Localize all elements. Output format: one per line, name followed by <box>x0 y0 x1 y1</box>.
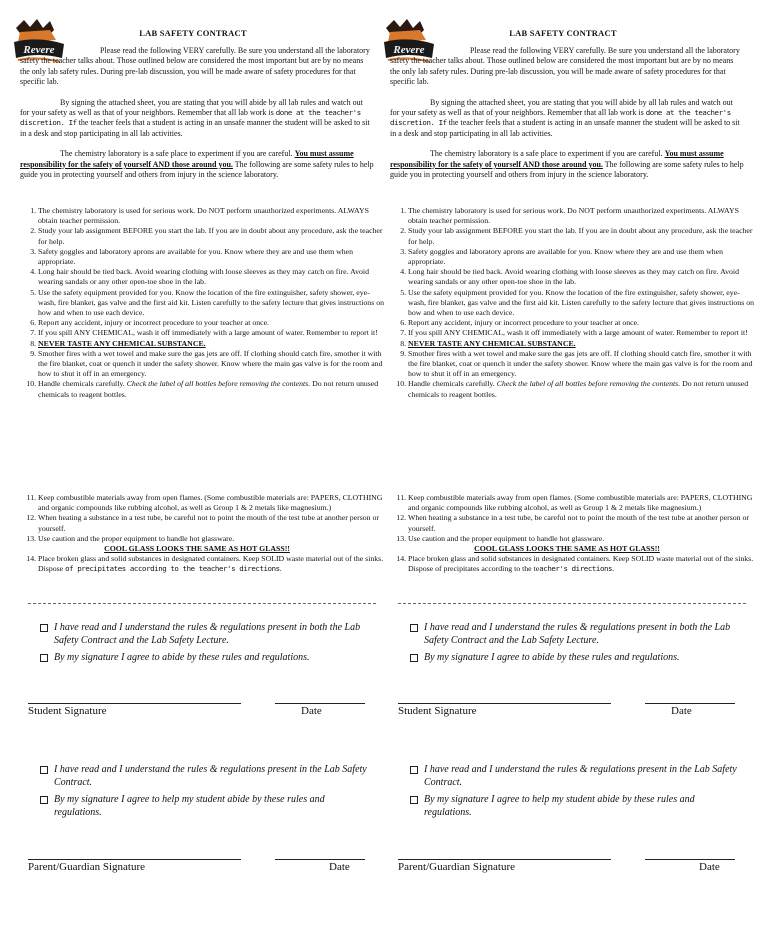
student-acknowledgement <box>410 621 744 667</box>
checkbox-label: I have read and I understand the rules & regulations present in both the Lab Safety Contract and the Lab Safety Lecture. <box>54 622 361 647</box>
intro-paragraph-3: The chemistry laboratory is a safe place to experiment if you are careful. You must assume responsibility for the safety of yourself AND those around you. The following are some safety rules to help guide you in protecting yourself and others from injury in the science laboratory. <box>390 149 744 180</box>
student-signature-line[interactable] <box>398 703 611 704</box>
checkbox-label: By my signature I agree to help my student abide by these rules and regulations. <box>424 793 695 819</box>
checkbox-label: By my signature I agree to abide by these rules and regulations. <box>424 651 680 663</box>
parent-date-label: Date <box>699 861 720 873</box>
student-acknowledgement <box>40 621 374 667</box>
rule-item: 3. Safety goggles and laboratory aprons are available for you. Know where they are and use them when appropriate. <box>408 247 754 267</box>
rule-item: 6. Report any accident, injury or incorrect procedure to your teacher at once. <box>38 318 384 328</box>
rule-item: 14. Place broken glass and solid substances in designated containers. Keep SOLID waste material out of the sinks. Dispose of precipitates according to the teacher's directions. <box>408 554 754 574</box>
student-date-line[interactable] <box>645 703 735 704</box>
student-date-line[interactable] <box>275 703 365 704</box>
parent-acknowledgement <box>410 763 744 823</box>
rule-item: 10. Handle chemicals carefully. Check the label of all bottles before removing the contents. Do not return unused chemicals to reagent bottles. <box>408 379 754 399</box>
contract-title: LAB SAFETY CONTRACT <box>139 28 247 38</box>
parent-date-label: Date <box>329 861 350 873</box>
rule-item: 9. Smother fires with a wet towel and make sure the gas jets are off. If clothing should catch fire, smother it with the fire blanket, coat or quench it under the safety shower. Know where the main gas valve is for the room and how to shut it off in an emergency. <box>38 349 384 380</box>
safety-rules-list-2 <box>24 493 384 575</box>
checkbox[interactable] <box>40 624 48 632</box>
rule-item: 6. Report any accident, injury or incorrect procedure to your teacher at once. <box>408 318 754 328</box>
intro-paragraph-3: The chemistry laboratory is a safe place to experiment if you are careful. You must assume responsibility for the safety of yourself AND those around you. The following are some safety rules to help guide you in protecting yourself and others from injury in the science laboratory. <box>20 149 374 180</box>
cut-line <box>28 603 376 604</box>
checkbox[interactable] <box>410 796 418 804</box>
checkbox[interactable] <box>410 654 418 662</box>
rule-item: 11. Keep combustible materials away from open flames. (Some combustible materials are: PAPERS, CLOTHING and organic compounds like rubbing alcohol, as well as Group 1 & 2 metals like magnesium.) <box>408 493 754 513</box>
rule-item: 7. If you spill ANY CHEMICAL, wash it off immediately with a large amount of water. Remember to report it! <box>38 328 384 338</box>
intro-text <box>390 46 744 190</box>
rule-item: 2. Study your lab assignment BEFORE you start the lab. If you are in doubt about any procedure, ask the teacher for help. <box>408 226 754 246</box>
checkbox[interactable] <box>40 796 48 804</box>
intro-paragraph-2: By signing the attached sheet, you are stating that you will abide by all lab rules and watch out for your safety as well as that of your neighbors. Remember that all lab work is done at the teacher's discretion. If the teacher feels that a student is acting in an unsafe manner the student will be asked to sit in a desk and stop participating in all lab activities. <box>390 97 740 138</box>
parent-signature-label: Parent/Guardian Signature <box>28 861 145 873</box>
checkbox-label: I have read and I understand the rules & regulations present in both the Lab Safety Contract and the Lab Safety Lecture. <box>424 622 731 647</box>
intro-paragraph-2: By signing the attached sheet, you are stating that you will abide by all lab rules and watch out for your safety as well as that of your neighbors. Remember that all lab work is done at the teacher's discretion. If the teacher feels that a student is acting in an unsafe manner the student will be asked to sit in a desk and stop participating in all lab activities. <box>20 97 370 138</box>
student-signature-label: Student Signature <box>398 705 477 717</box>
student-date-label: Date <box>301 705 322 717</box>
student-signature-line[interactable] <box>28 703 241 704</box>
rule-item: 13. Use caution and the proper equipment to handle hot glassware. COOL GLASS LOOKS THE SAME AS HOT GLASS!! <box>38 534 384 554</box>
safety-rules-list-1 <box>24 206 384 400</box>
rule-item: 5. Use the safety equipment provided for you. Know the location of the fire extinguisher, safety shower, eye-wash, fire blanket, gas valve and the first aid kit. Listen carefully to the safety lecture that gives instructions on how and when to use each device. <box>38 288 384 319</box>
rule-item: 14. Place broken glass and solid substances in designated containers. Keep SOLID waste material out of the sinks. Dispose of precipitates according to the teacher's directions. <box>38 554 384 574</box>
checkbox[interactable] <box>410 624 418 632</box>
contract-copy-left <box>10 0 384 932</box>
checkbox[interactable] <box>40 654 48 662</box>
contract-title: LAB SAFETY CONTRACT <box>509 28 617 38</box>
rule-item: 11. Keep combustible materials away from open flames. (Some combustible materials are: PAPERS, CLOTHING and organic compounds like rubbing alcohol, as well as Group 1 & 2 metals like magnesium.) <box>38 493 384 513</box>
intro-paragraph-1: Please read the following VERY carefully. Be sure you understand all the laboratory safety the teacher talks about. Those outlined below are considered the most important but are by no means the only lab safety rules. During pre-lab discussion, you will be made aware of safety procedures for that specific lab. <box>390 46 740 87</box>
svg-text:Revere: Revere <box>393 44 425 56</box>
parent-signature-line[interactable] <box>398 859 611 860</box>
rule-item: 1. The chemistry laboratory is used for serious work. Do NOT perform unauthorized experiments. ALWAYS obtain teacher permission. <box>408 206 754 226</box>
rule-item: 13. Use caution and the proper equipment to handle hot glassware. COOL GLASS LOOKS THE SAME AS HOT GLASS!! <box>408 534 754 554</box>
checkbox[interactable] <box>410 766 418 774</box>
rule-item: 1. The chemistry laboratory is used for serious work. Do NOT perform unauthorized experiments. ALWAYS obtain teacher permission. <box>38 206 384 226</box>
rule-item: 8. NEVER TASTE ANY CHEMICAL SUBSTANCE. <box>408 339 754 349</box>
svg-text:Revere: Revere <box>23 44 55 56</box>
student-date-label: Date <box>671 705 692 717</box>
parent-date-line[interactable] <box>645 859 735 860</box>
rule-item: 12. When heating a substance in a test tube, be careful not to point the mouth of the test tube at another person or yourself. <box>38 513 384 533</box>
checkbox-label: By my signature I agree to abide by these rules and regulations. <box>54 651 310 663</box>
checkbox-label: By my signature I agree to help my student abide by these rules and regulations. <box>54 793 325 819</box>
intro-paragraph-1: Please read the following VERY carefully. Be sure you understand all the laboratory safety the teacher talks about. Those outlined below are considered the most important but are by no means the only lab safety rules. During pre-lab discussion, you will be made aware of safety procedures for that specific lab. <box>20 46 370 87</box>
safety-rules-list-1 <box>394 206 754 400</box>
rule-item: 9. Smother fires with a wet towel and make sure the gas jets are off. If clothing should catch fire, smother it with the fire blanket, coat or quench it under the safety shower. Know where the main gas valve is for the room and how to shut it off in an emergency. <box>408 349 754 380</box>
student-signature-label: Student Signature <box>28 705 107 717</box>
rule-item: 7. If you spill ANY CHEMICAL, wash it off immediately with a large amount of water. Remember to report it! <box>408 328 754 338</box>
rule-item: 2. Study your lab assignment BEFORE you start the lab. If you are in doubt about any procedure, ask the teacher for help. <box>38 226 384 246</box>
rule-item: 4. Long hair should be tied back. Avoid wearing clothing with loose sleeves as they may catch on fire. Avoid wearing sandals or any other open-toe shoe in the lab. <box>408 267 754 287</box>
checkbox[interactable] <box>40 766 48 774</box>
rule-item: 4. Long hair should be tied back. Avoid wearing clothing with loose sleeves as they may catch on fire. Avoid wearing sandals or any other open-toe shoe in the lab. <box>38 267 384 287</box>
rule-item: 3. Safety goggles and laboratory aprons are available for you. Know where they are and use them when appropriate. <box>38 247 384 267</box>
rule-item: 10. Handle chemicals carefully. Check the label of all bottles before removing the contents. Do not return unused chemicals to reagent bottles. <box>38 379 384 399</box>
parent-signature-label: Parent/Guardian Signature <box>398 861 515 873</box>
parent-acknowledgement <box>40 763 374 823</box>
intro-text <box>20 46 374 190</box>
rule-item: 5. Use the safety equipment provided for you. Know the location of the fire extinguisher, safety shower, eye-wash, fire blanket, gas valve and the first aid kit. Listen carefully to the safety lecture that gives instructions on how and when to use each device. <box>408 288 754 319</box>
checkbox-label: I have read and I understand the rules & regulations present in the Lab Safety Contract. <box>424 764 737 789</box>
parent-date-line[interactable] <box>275 859 365 860</box>
rule-item: 12. When heating a substance in a test tube, be careful not to point the mouth of the test tube at another person or yourself. <box>408 513 754 533</box>
rule-item: 8. NEVER TASTE ANY CHEMICAL SUBSTANCE. <box>38 339 384 349</box>
checkbox-label: I have read and I understand the rules & regulations present in the Lab Safety Contract. <box>54 764 367 789</box>
contract-copy-right <box>380 0 754 932</box>
parent-signature-line[interactable] <box>28 859 241 860</box>
safety-rules-list-2 <box>394 493 754 575</box>
cut-line <box>398 603 746 604</box>
